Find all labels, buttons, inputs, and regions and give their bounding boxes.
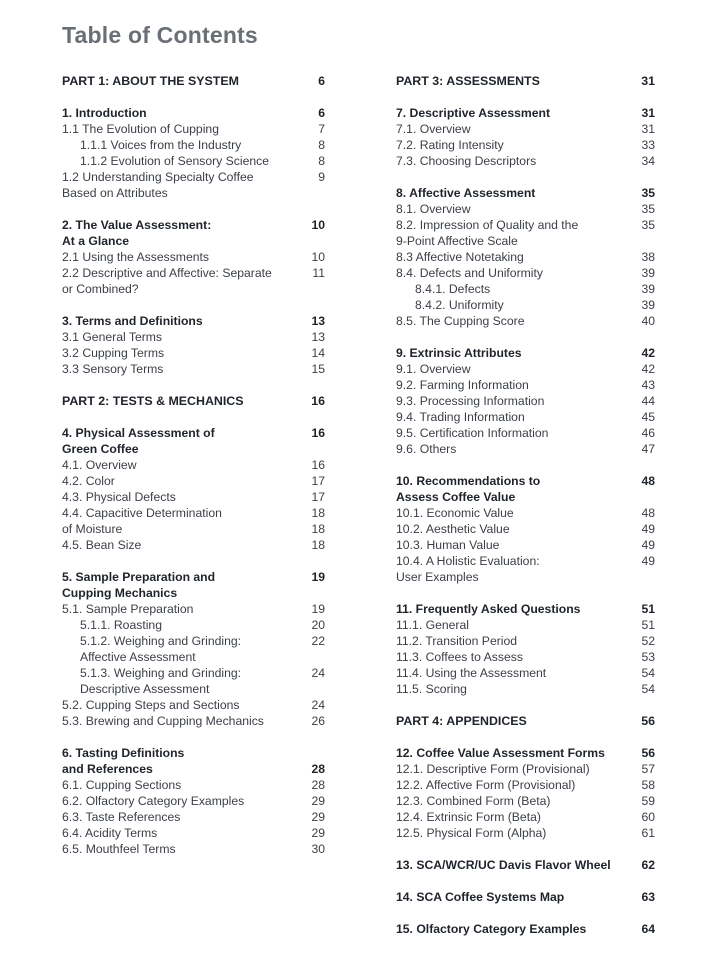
toc-chapter-entry[interactable] xyxy=(62,233,325,249)
toc-entry-title: 5.1.3. Weighing and Grinding: xyxy=(80,666,242,680)
toc-chapter-entry[interactable] xyxy=(396,345,655,361)
toc-entry-title: 6.4. Acidity Terms xyxy=(62,826,158,840)
toc-entry[interactable] xyxy=(396,617,655,633)
toc-entry[interactable] xyxy=(396,425,655,441)
toc-chapter-entry[interactable] xyxy=(62,425,325,441)
toc-entry-title: 5.3. Brewing and Cupping Mechanics xyxy=(62,714,264,728)
toc-entry[interactable] xyxy=(396,409,655,425)
toc-part-heading[interactable] xyxy=(62,393,325,409)
toc-entry-title: 13. SCA/WCR/UC Davis Flavor Wheel xyxy=(396,858,611,872)
page-title: Table of Contents xyxy=(62,22,258,48)
toc-entry-title: 9.6. Others xyxy=(396,442,457,456)
toc-entry-title: 11.4. Using the Assessment xyxy=(396,666,547,680)
section-spacer xyxy=(396,905,655,921)
toc-page-number: 58 xyxy=(641,778,655,792)
toc-entry[interactable] xyxy=(396,633,655,649)
toc-entry[interactable] xyxy=(396,217,655,233)
toc-page-number: 42 xyxy=(641,362,655,376)
toc-entry-title: 8.4.2. Uniformity xyxy=(415,298,504,312)
toc-entry[interactable] xyxy=(396,505,655,521)
toc-subentry[interactable] xyxy=(62,617,325,633)
toc-entry-title: 3. Terms and Definitions xyxy=(62,314,203,328)
toc-entry-title: 14. SCA Coffee Systems Map xyxy=(396,890,565,904)
toc-entry-title: 1.1 The Evolution of Cupping xyxy=(62,122,219,136)
toc-page-number: 47 xyxy=(641,442,655,456)
toc-subentry[interactable] xyxy=(396,281,655,297)
toc-entry[interactable] xyxy=(396,377,655,393)
toc-entry-title: 9.4. Trading Information xyxy=(396,410,525,424)
toc-page-number: 6 xyxy=(318,74,325,88)
toc-entry-title: PART 3: ASSESSMENTS xyxy=(396,74,540,88)
toc-entry[interactable] xyxy=(62,185,325,201)
toc-entry-title: 8.4.1. Defects xyxy=(415,282,491,296)
toc-chapter-entry[interactable] xyxy=(62,105,325,121)
toc-page-number: 56 xyxy=(641,714,655,728)
toc-entry[interactable] xyxy=(396,537,655,553)
toc-chapter-entry[interactable] xyxy=(396,857,655,873)
toc-entry-title: 3.1 General Terms xyxy=(62,330,163,344)
toc-entry-title: PART 2: TESTS & MECHANICS xyxy=(62,394,244,408)
toc-chapter-entry[interactable] xyxy=(62,313,325,329)
toc-page-number: 28 xyxy=(311,762,325,776)
toc-chapter-entry[interactable] xyxy=(396,601,655,617)
toc-entry-title: 6.2. Olfactory Category Examples xyxy=(62,794,245,808)
section-spacer xyxy=(62,297,325,313)
toc-entry[interactable] xyxy=(62,281,325,297)
toc-entry[interactable] xyxy=(396,521,655,537)
toc-subentry[interactable] xyxy=(62,633,325,649)
toc-entry-title: Based on Attributes xyxy=(62,186,168,200)
section-spacer xyxy=(62,409,325,425)
toc-page-number: 57 xyxy=(641,762,655,776)
toc-entry[interactable] xyxy=(62,249,325,265)
toc-page-number: 59 xyxy=(641,794,655,808)
section-spacer xyxy=(396,329,655,345)
toc-chapter-entry[interactable] xyxy=(62,745,325,761)
toc-entry-title: 8.3 Affective Notetaking xyxy=(396,250,524,264)
toc-chapter-entry[interactable] xyxy=(396,489,655,505)
toc-entry[interactable] xyxy=(396,249,655,265)
toc-chapter-entry[interactable] xyxy=(62,217,325,233)
toc-page-number: 14 xyxy=(311,346,325,360)
toc-entry[interactable] xyxy=(62,505,325,521)
toc-part-heading[interactable] xyxy=(62,73,325,89)
toc-entry-title: 1.1.2 Evolution of Sensory Science xyxy=(80,154,270,168)
toc-page-number: 52 xyxy=(641,634,655,648)
toc-entry-title: 6.1. Cupping Sections xyxy=(62,778,182,792)
toc-entry[interactable] xyxy=(396,361,655,377)
toc-right-column xyxy=(396,73,655,937)
toc-entry[interactable] xyxy=(396,761,655,777)
toc-page-number: 30 xyxy=(311,842,325,856)
toc-entry-title: 8.2. Impression of Quality and the xyxy=(396,218,579,232)
toc-entry[interactable] xyxy=(62,793,325,809)
toc-page-number: 6 xyxy=(318,106,325,120)
toc-entry[interactable] xyxy=(396,681,655,697)
toc-page-number: 49 xyxy=(641,522,655,536)
toc-page-number: 49 xyxy=(641,554,655,568)
toc-entry[interactable] xyxy=(396,777,655,793)
toc-entry[interactable] xyxy=(396,649,655,665)
toc-page-number: 17 xyxy=(311,474,325,488)
toc-entry-title: 10.2. Aesthetic Value xyxy=(396,522,510,536)
toc-page-number: 42 xyxy=(641,346,655,360)
toc-entry[interactable] xyxy=(62,169,325,185)
toc-entry-title: Green Coffee xyxy=(62,442,139,456)
toc-entry-title: 9-Point Affective Scale xyxy=(396,234,518,248)
toc-entry-title: At a Glance xyxy=(62,234,130,248)
toc-page-number: 45 xyxy=(641,410,655,424)
toc-page-number: 60 xyxy=(641,810,655,824)
toc-page-number: 64 xyxy=(641,922,655,936)
toc-entry[interactable] xyxy=(62,777,325,793)
toc-page-number: 31 xyxy=(641,74,655,88)
toc-page-number: 46 xyxy=(641,426,655,440)
toc-entry-title: 6.3. Taste References xyxy=(62,810,181,824)
toc-page-number: 39 xyxy=(641,282,655,296)
toc-entry-title: 15. Olfactory Category Examples xyxy=(396,922,587,936)
toc-chapter-entry[interactable] xyxy=(396,105,655,121)
toc-entry-title: 7.3. Choosing Descriptors xyxy=(396,154,537,168)
toc-entry-title: 7. Descriptive Assessment xyxy=(396,106,551,120)
toc-entry[interactable] xyxy=(396,569,655,585)
toc-entry[interactable] xyxy=(62,713,325,729)
toc-chapter-entry[interactable] xyxy=(396,745,655,761)
toc-part-heading[interactable] xyxy=(396,713,655,729)
toc-entry-title: Descriptive Assessment xyxy=(80,682,210,696)
toc-entry[interactable] xyxy=(396,793,655,809)
toc-entry-title: User Examples xyxy=(396,570,479,584)
toc-page-number: 49 xyxy=(641,538,655,552)
toc-page-number: 26 xyxy=(311,714,325,728)
toc-page-number: 7 xyxy=(318,122,325,136)
toc-entry-title: 8.1. Overview xyxy=(396,202,471,216)
toc-page-number: 22 xyxy=(311,634,325,648)
toc-subentry[interactable] xyxy=(62,665,325,681)
toc-entry-title: 6.5. Mouthfeel Terms xyxy=(62,842,176,856)
toc-subentry[interactable] xyxy=(62,649,325,665)
toc-entry-title: 12.4. Extrinsic Form (Beta) xyxy=(396,810,541,824)
toc-entry[interactable] xyxy=(396,441,655,457)
section-spacer xyxy=(396,89,655,105)
toc-entry-title: of Moisture xyxy=(62,522,123,536)
toc-page-number: 34 xyxy=(641,154,655,168)
toc-page-number: 48 xyxy=(641,506,655,520)
section-spacer xyxy=(62,553,325,569)
toc-entry[interactable] xyxy=(62,265,325,281)
toc-chapter-entry[interactable] xyxy=(62,569,325,585)
toc-entry-title: 11.2. Transition Period xyxy=(396,634,518,648)
toc-entry-title: 1. Introduction xyxy=(62,106,147,120)
toc-page-number: 33 xyxy=(641,138,655,152)
toc-entry-title: 1.2 Understanding Specialty Coffee xyxy=(62,170,254,184)
toc-page-number: 20 xyxy=(311,618,325,632)
toc-page-number: 18 xyxy=(311,506,325,520)
toc-entry-title: 3.3 Sensory Terms xyxy=(62,362,164,376)
toc-entry[interactable] xyxy=(396,137,655,153)
toc-page-number: 13 xyxy=(311,314,325,328)
toc-entry-title: 10.1. Economic Value xyxy=(396,506,514,520)
toc-page-number: 10 xyxy=(311,218,325,232)
toc-entry-title: Assess Coffee Value xyxy=(396,490,516,504)
toc-page-number: 56 xyxy=(641,746,655,760)
toc-entry-title: 5.1.1. Roasting xyxy=(80,618,162,632)
toc-subentry[interactable] xyxy=(62,137,325,153)
toc-entry[interactable] xyxy=(62,601,325,617)
section-spacer xyxy=(396,457,655,473)
toc-page-number: 10 xyxy=(311,250,325,264)
toc-chapter-entry[interactable] xyxy=(62,761,325,777)
toc-entry-title: 5.2. Cupping Steps and Sections xyxy=(62,698,240,712)
toc-page-number: 43 xyxy=(641,378,655,392)
toc-entry-title: and References xyxy=(62,762,153,776)
toc-entry[interactable] xyxy=(396,121,655,137)
toc-page-number: 31 xyxy=(641,122,655,136)
toc-entry-title: 9.3. Processing Information xyxy=(396,394,545,408)
toc-entry-title: 11.5. Scoring xyxy=(396,682,467,696)
toc-page-number: 53 xyxy=(641,650,655,664)
toc-chapter-entry[interactable] xyxy=(62,441,325,457)
toc-page-number: 44 xyxy=(641,394,655,408)
section-spacer xyxy=(62,729,325,745)
section-spacer xyxy=(62,89,325,105)
toc-chapter-entry[interactable] xyxy=(396,921,655,937)
toc-entry[interactable] xyxy=(396,809,655,825)
toc-entry-title: 2. The Value Assessment: xyxy=(62,218,212,232)
toc-page-number: 18 xyxy=(311,538,325,552)
toc-page-number: 29 xyxy=(311,794,325,808)
toc-page-number: 16 xyxy=(311,426,325,440)
toc-entry-title: 2.2 Descriptive and Affective: Separate xyxy=(62,266,272,280)
toc-entry[interactable] xyxy=(62,361,325,377)
toc-entry-title: 5. Sample Preparation and xyxy=(62,570,216,584)
section-spacer xyxy=(396,729,655,745)
toc-entry-title: 6. Tasting Definitions xyxy=(62,746,185,760)
toc-entry-title: 4. Physical Assessment of xyxy=(62,426,215,440)
toc-entry-title: 11.1. General xyxy=(396,618,469,632)
toc-entry[interactable] xyxy=(62,473,325,489)
toc-entry-title: 10.3. Human Value xyxy=(396,538,500,552)
toc-page-number: 8 xyxy=(318,154,325,168)
toc-page-number: 40 xyxy=(641,314,655,328)
toc-entry[interactable] xyxy=(62,521,325,537)
toc-entry-title: 4.1. Overview xyxy=(62,458,137,472)
toc-page-number: 54 xyxy=(641,682,655,696)
toc-entry-title: 12.3. Combined Form (Beta) xyxy=(396,794,551,808)
toc-entry-title: PART 4: APPENDICES xyxy=(396,714,527,728)
toc-entry-title: 12.1. Descriptive Form (Provisional) xyxy=(396,762,590,776)
toc-page-number: 51 xyxy=(641,618,655,632)
toc-entry-title: 9.1. Overview xyxy=(396,362,471,376)
toc-entry[interactable] xyxy=(62,121,325,137)
toc-entry-title: 7.1. Overview xyxy=(396,122,471,136)
section-spacer xyxy=(396,585,655,601)
toc-page-number: 11 xyxy=(312,266,325,280)
toc-page-number: 16 xyxy=(311,458,325,472)
toc-entry[interactable] xyxy=(396,553,655,569)
toc-entry-title: 4.2. Color xyxy=(62,474,115,488)
toc-entry-title: 9.2. Farming Information xyxy=(396,378,529,392)
toc-entry-title: 9. Extrinsic Attributes xyxy=(396,346,522,360)
toc-page-number: 61 xyxy=(641,826,655,840)
toc-entry-title: 11.3. Coffees to Assess xyxy=(396,650,523,664)
toc-page-number: 51 xyxy=(641,602,655,616)
toc-entry-title: 10. Recommendations to xyxy=(396,474,541,488)
toc-subentry[interactable] xyxy=(62,153,325,169)
toc-page-number: 17 xyxy=(311,490,325,504)
toc-entry-title: 4.3. Physical Defects xyxy=(62,490,176,504)
toc-chapter-entry[interactable] xyxy=(396,473,655,489)
toc-entry[interactable] xyxy=(396,665,655,681)
section-spacer xyxy=(396,841,655,857)
toc-entry[interactable] xyxy=(62,329,325,345)
toc-left-column xyxy=(62,73,325,857)
toc-page-number: 48 xyxy=(641,474,655,488)
toc-entry[interactable] xyxy=(396,825,655,841)
toc-entry-title: 8.5. The Cupping Score xyxy=(396,314,525,328)
toc-entry[interactable] xyxy=(62,537,325,553)
toc-entry[interactable] xyxy=(396,153,655,169)
toc-entry-title: 3.2 Cupping Terms xyxy=(62,346,165,360)
toc-page-number: 39 xyxy=(641,298,655,312)
toc-entry[interactable] xyxy=(62,825,325,841)
toc-entry-title: 4.4. Capacitive Determination xyxy=(62,506,222,520)
toc-entry-title: Affective Assessment xyxy=(80,650,196,664)
toc-entry[interactable] xyxy=(396,265,655,281)
toc-page-number: 28 xyxy=(311,778,325,792)
toc-entry-title: 11. Frequently Asked Questions xyxy=(396,602,581,616)
toc-entry-title: 10.4. A Holistic Evaluation: xyxy=(396,554,540,568)
toc-page-number: 54 xyxy=(641,666,655,680)
toc-page-number: 16 xyxy=(311,394,325,408)
toc-subentry[interactable] xyxy=(396,297,655,313)
toc-page-number: 19 xyxy=(311,602,325,616)
toc-entry-title: 1.1.1 Voices from the Industry xyxy=(80,138,242,152)
section-spacer xyxy=(396,169,655,185)
toc-entry[interactable] xyxy=(62,809,325,825)
toc-page-number: 35 xyxy=(641,202,655,216)
toc-page-number: 24 xyxy=(311,666,325,680)
toc-page-number: 29 xyxy=(311,826,325,840)
toc-entry-title: 12.2. Affective Form (Provisional) xyxy=(396,778,576,792)
section-spacer xyxy=(396,697,655,713)
toc-page-number: 38 xyxy=(641,250,655,264)
toc-entry-title: 5.1.2. Weighing and Grinding: xyxy=(80,634,242,648)
toc-entry-title: 2.1 Using the Assessments xyxy=(62,250,209,264)
toc-entry-title: 4.5. Bean Size xyxy=(62,538,142,552)
section-spacer xyxy=(62,377,325,393)
toc-part-heading[interactable] xyxy=(396,73,655,89)
toc-page-number: 24 xyxy=(311,698,325,712)
toc-entry-title: PART 1: ABOUT THE SYSTEM xyxy=(62,74,239,88)
section-spacer xyxy=(396,873,655,889)
toc-entry-title: 7.2. Rating Intensity xyxy=(396,138,504,152)
toc-subentry[interactable] xyxy=(62,681,325,697)
toc-entry[interactable] xyxy=(396,313,655,329)
toc-page-number: 62 xyxy=(641,858,655,872)
toc-page-number: 29 xyxy=(311,810,325,824)
toc-entry[interactable] xyxy=(62,697,325,713)
toc-page-number: 19 xyxy=(311,570,325,584)
toc-page-number: 13 xyxy=(311,330,325,344)
toc-page-number: 15 xyxy=(311,362,325,376)
toc-entry-title: Cupping Mechanics xyxy=(62,586,178,600)
toc-entry-title: or Combined? xyxy=(62,282,139,296)
toc-entry[interactable] xyxy=(396,201,655,217)
toc-page-number: 63 xyxy=(641,890,655,904)
toc-page-number: 31 xyxy=(641,106,655,120)
toc-chapter-entry[interactable] xyxy=(396,185,655,201)
toc-entry-title: 8.4. Defects and Uniformity xyxy=(396,266,543,280)
toc-entry-title: 9.5. Certification Information xyxy=(396,426,549,440)
toc-page-number: 35 xyxy=(641,186,655,200)
toc-entry-title: 12. Coffee Value Assessment Forms xyxy=(396,746,605,760)
toc-page-number: 39 xyxy=(641,266,655,280)
toc-page-number: 8 xyxy=(318,138,325,152)
toc-entry[interactable] xyxy=(396,233,655,249)
toc-page-number: 35 xyxy=(641,218,655,232)
section-spacer xyxy=(62,201,325,217)
toc-entry-title: 8. Affective Assessment xyxy=(396,186,536,200)
toc-entry[interactable] xyxy=(62,489,325,505)
toc-page-number: 18 xyxy=(311,522,325,536)
toc-entry[interactable] xyxy=(396,393,655,409)
toc-chapter-entry[interactable] xyxy=(396,889,655,905)
toc-entry-title: 12.5. Physical Form (Alpha) xyxy=(396,826,547,840)
toc-page-number: 9 xyxy=(318,170,325,184)
toc-chapter-entry[interactable] xyxy=(62,585,325,601)
toc-entry-title: 5.1. Sample Preparation xyxy=(62,602,194,616)
toc-entry[interactable] xyxy=(62,457,325,473)
toc-entry[interactable] xyxy=(62,345,325,361)
toc-entry[interactable] xyxy=(62,841,325,857)
